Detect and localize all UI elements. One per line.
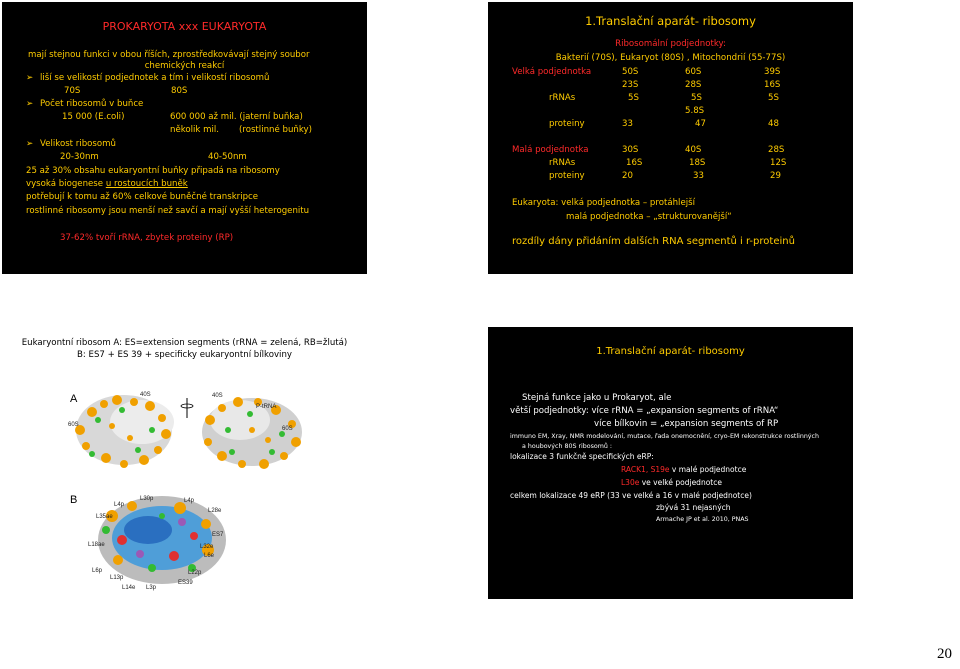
text-line: 25 až 30% obsahu eukaryontní buňky připadá na ribosomy	[26, 166, 280, 176]
cell: 30S	[622, 145, 639, 155]
bullet-arrow-icon: ➢	[26, 73, 34, 83]
slide-prokaryota-eukaryota	[2, 2, 367, 274]
cell: 39S	[764, 67, 781, 77]
slide-title: 1.Translační aparát- ribosomy	[596, 346, 745, 357]
figure-label: 40S	[140, 392, 151, 398]
figure-label: L28e	[208, 508, 222, 514]
cell: 16S	[764, 80, 781, 90]
slide-title: 1.Translační aparát- ribosomy	[585, 14, 756, 28]
text-line: zbývá 31 nejasných	[656, 503, 731, 512]
row-label: Malá podjednotka	[512, 145, 589, 155]
page-number: 20	[937, 646, 952, 662]
bullet-text: Velikost ribosomů	[40, 139, 116, 149]
text-line: rozdíly dány přidáním dalších RNA segmentů i r-proteinů	[512, 236, 795, 247]
row-label: proteiny	[549, 119, 585, 129]
value-liver: 600 000 až mil. (jaterní buňka)	[170, 112, 303, 122]
bullet-arrow-icon: ➢	[26, 99, 34, 109]
cell: 29	[770, 171, 781, 181]
cell: 50S	[622, 67, 639, 77]
figure-label: L35ae	[96, 514, 113, 520]
cell: 16S	[626, 158, 643, 168]
text-line: chemických reakcí	[144, 61, 225, 71]
bullet-arrow-icon: ➢	[26, 139, 34, 149]
caption-line: B: ES7 + ES 39 + specificky eukaryontní bílkoviny	[77, 350, 292, 360]
figure-label: 60S	[282, 426, 293, 432]
row-label: proteiny	[549, 171, 585, 181]
cell: 5S	[691, 93, 702, 103]
figure-label: L3p	[146, 585, 157, 591]
text-line: L30e ve velké podjednotce	[621, 478, 722, 487]
figure-label: L18ae	[88, 542, 105, 548]
cell: 47	[695, 119, 706, 129]
bullet-text: liší se velikostí podjednotek a tím i velikostí ribosomů	[40, 73, 270, 83]
text-line: vysoká biogenese u rostoucích buněk	[26, 179, 188, 189]
slide-ribosome-subunits	[488, 2, 853, 274]
figure-label: ES39	[178, 580, 193, 586]
value-nm-prok: 20-30nm	[60, 152, 99, 162]
cell: 5.8S	[685, 106, 705, 116]
text-line: RACK1, S19e v malé podjednotce	[621, 465, 747, 474]
cell: 23S	[622, 80, 639, 90]
ribosome-structure-image	[62, 390, 309, 597]
citation: Armache JP et al. 2010, PNAS	[656, 516, 749, 523]
value-80s: 80S	[171, 86, 188, 96]
bullet-text: Počet ribosomů v buňce	[40, 99, 144, 109]
cell: 28S	[685, 80, 702, 90]
figure-label: P-tRNA	[256, 404, 277, 410]
figure-label: L6e	[204, 553, 215, 559]
cell: 33	[622, 119, 633, 129]
row-label: Velká podjednotka	[512, 67, 592, 77]
text-line: celkem lokalizace 49 eRP (33 ve velké a 16 v malé podjednotce)	[510, 491, 752, 500]
figure-label: L13p	[110, 575, 124, 581]
slide-eukaryotic-ribosome	[2, 327, 367, 599]
value-plant-count: několik mil.	[170, 125, 220, 135]
text-line: mají stejnou funkci v obou říších, zprostředkovávají stejný soubor	[28, 50, 310, 60]
text-line: malá podjednotka – „strukturovanější“	[566, 212, 732, 222]
text-line: Eukaryota: velká podjednotka – protáhlejší	[512, 198, 695, 208]
caption-line: Eukaryontní ribosom A: ES=extension segments (rRNA = zelená, RB=žlutá)	[21, 338, 348, 348]
cell: 12S	[770, 158, 787, 168]
cell: 5S	[768, 93, 779, 103]
value-ecoli: 15 000 (E.coli)	[62, 112, 125, 122]
row-label: rRNAs	[549, 158, 576, 168]
value-plant: (rostlinné buňky)	[239, 125, 312, 135]
figure-label: L22p	[188, 570, 202, 576]
text-line: 37-62% tvoří rRNA, zbytek proteiny (RP)	[60, 233, 234, 243]
subtitle: Ribosomální podjednotky:	[615, 39, 726, 49]
cell: 18S	[689, 158, 706, 168]
text-line: více bílkovin = „expansion segments of RP	[594, 419, 779, 429]
ribosome-figure	[62, 390, 309, 597]
value-70s: 70S	[64, 86, 81, 96]
figure-label: L4p	[114, 502, 125, 508]
cell: 20	[622, 171, 633, 181]
figure-label: L6p	[92, 568, 103, 574]
figure-label: L32e	[200, 544, 214, 550]
slide-ribosome-expansion	[488, 327, 853, 599]
text-line: rostlinné ribosomy jsou menší než savčí a mají vyšší heterogenitu	[26, 206, 310, 216]
text-line: Stejná funkce jako u Prokaryot, ale	[522, 393, 672, 403]
cell: 60S	[685, 67, 702, 77]
figure-label: 40S	[212, 393, 223, 399]
cell: 40S	[685, 145, 702, 155]
text-line: větší podjednotky: více rRNA = „expansion segments of rRNA“	[510, 406, 779, 416]
cell: 5S	[628, 93, 639, 103]
value-nm-euk: 40-50nm	[208, 152, 247, 162]
cell: 48	[768, 119, 779, 129]
panel-label-a: A	[70, 393, 78, 405]
figure-label: L30p	[140, 496, 154, 502]
cell: 28S	[768, 145, 785, 155]
figure-label: L14e	[122, 585, 136, 591]
text-line: potřebují k tomu až 60% celkové buněčné transkripce	[26, 192, 259, 202]
text-line: lokalizace 3 funkčně specifických eRP:	[510, 452, 654, 461]
cell: 33	[693, 171, 704, 181]
figure-label: 60S	[68, 422, 79, 428]
row-label: rRNAs	[549, 93, 576, 103]
text-line: immuno EM, Xray, NMR modelování, mutace, řada onemocnění, cryo-EM rekonstrukce rostlinných	[510, 433, 819, 440]
slide-title: PROKARYOTA xxx EUKARYOTA	[102, 20, 267, 33]
panel-label-b: B	[70, 494, 78, 506]
subtitle: Bakterií (70S), Eukaryot (80S) , Mitochondrií (55-77S)	[555, 53, 786, 63]
figure-label: L4p	[184, 498, 195, 504]
figure-label: ES7	[212, 532, 224, 538]
text-line: a houbových 80S ribosomů :	[522, 443, 613, 450]
